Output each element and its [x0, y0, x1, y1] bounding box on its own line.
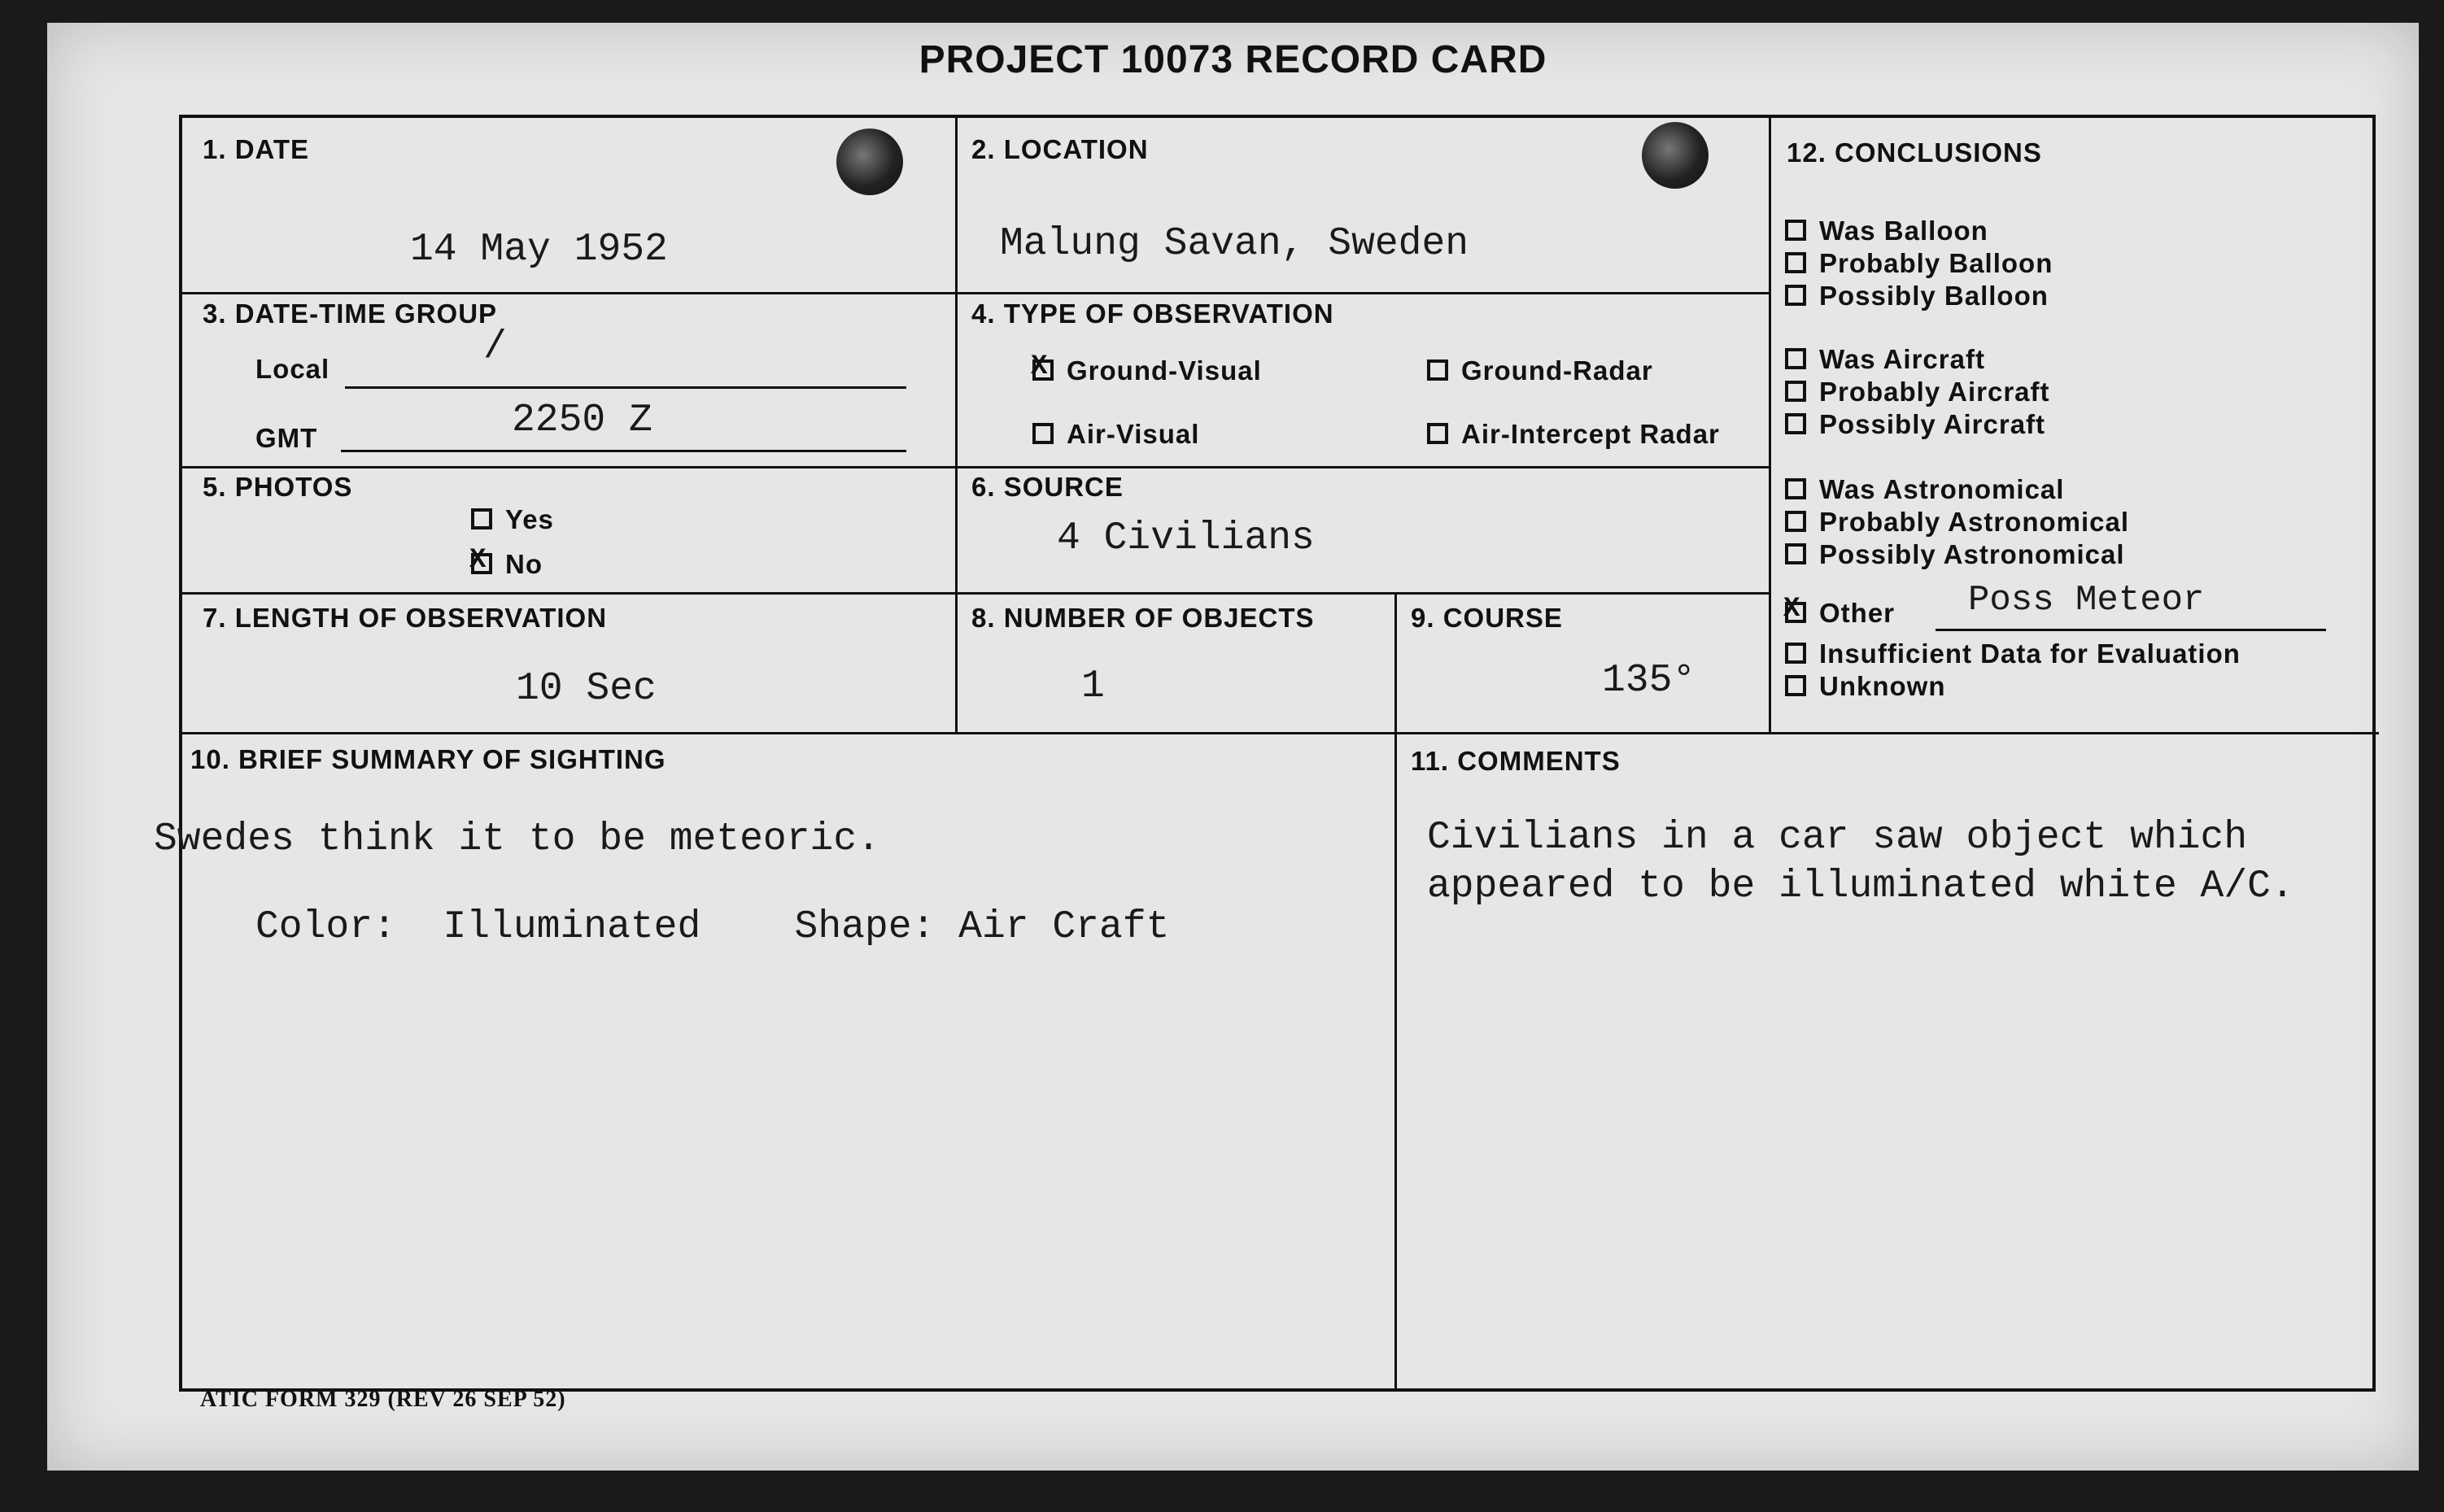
checkbox-icon [1785, 511, 1806, 532]
source-label: 6. SOURCE [971, 472, 1124, 502]
conclusion-possibly-astronomical: Possibly Astronomical [1785, 539, 2125, 570]
checkbox-icon [1032, 423, 1054, 444]
conclusion-other: XOther [1785, 598, 1895, 629]
checkbox-icon [1427, 359, 1448, 381]
checkbox-icon [1785, 543, 1806, 564]
date-label: 1. DATE [203, 134, 310, 164]
photos-yes: Yes [471, 504, 554, 535]
conclusion-probably-aircraft: Probably Aircraft [1785, 377, 2050, 407]
location-value: Malung Savan, Sweden [1000, 222, 1469, 266]
form-footer: ATIC FORM 329 (REV 26 SEP 52) [200, 1387, 566, 1412]
summary-line-1: Swedes think it to be meteoric. [154, 817, 880, 861]
date-value: 14 May 1952 [410, 228, 668, 272]
photos-label: 5. PHOTOS [203, 472, 353, 502]
obs-air-visual: Air-Visual [1032, 419, 1199, 450]
checkbox-icon [1785, 413, 1806, 434]
conclusion-was-astronomical: Was Astronomical [1785, 474, 2064, 505]
summary-line-2: Color: Illuminated Shape: Air Craft [255, 905, 1170, 949]
dtg-local-value: / [483, 325, 507, 369]
conclusion-probably-balloon: Probably Balloon [1785, 248, 2053, 279]
comments-label: 11. COMMENTS [1411, 746, 1621, 776]
obs-air-intercept-radar: Air-Intercept Radar [1427, 419, 1720, 450]
obs-ground-visual: XGround-Visual [1032, 355, 1262, 386]
summary-label: 10. BRIEF SUMMARY OF SIGHTING [190, 744, 666, 774]
course-label: 9. COURSE [1411, 603, 1563, 633]
dtg-local-label: Local [255, 354, 330, 384]
checkbox-checked-icon [1785, 602, 1806, 623]
conclusion-other-line [1936, 629, 2326, 631]
form-grid [154, 115, 2376, 1392]
checkbox-icon [1427, 423, 1448, 444]
record-card [47, 23, 2419, 1471]
conclusion-possibly-aircraft: Possibly Aircraft [1785, 409, 2045, 440]
observation-type-label: 4. TYPE OF OBSERVATION [971, 298, 1334, 329]
conclusion-was-aircraft: Was Aircraft [1785, 344, 1985, 375]
course-value: 135° [1602, 659, 1696, 703]
checkbox-checked-icon [1032, 359, 1054, 381]
num-objects-label: 8. NUMBER OF OBJECTS [971, 603, 1315, 633]
dtg-local-line [345, 386, 906, 389]
dtg-gmt-label: GMT [255, 423, 318, 453]
checkbox-icon [1785, 478, 1806, 499]
conclusion-insufficient-data: Insufficient Data for Evaluation [1785, 638, 2241, 669]
checkbox-icon [1785, 285, 1806, 306]
location-label: 2. LOCATION [971, 134, 1149, 164]
conclusion-was-balloon: Was Balloon [1785, 216, 1988, 246]
conclusion-possibly-balloon: Possibly Balloon [1785, 281, 2049, 312]
checkbox-checked-icon [471, 553, 492, 574]
obs-ground-radar: Ground-Radar [1427, 355, 1653, 386]
checkbox-icon [1785, 643, 1806, 664]
length-value: 10 Sec [516, 667, 657, 711]
dtg-gmt-line [341, 450, 906, 452]
comments-line-2: appeared to be illuminated white A/C. [1427, 865, 2294, 909]
conclusions-label: 12. CONCLUSIONS [1787, 137, 2042, 168]
checkbox-icon [1785, 348, 1806, 369]
length-label: 7. LENGTH OF OBSERVATION [203, 603, 608, 633]
checkbox-icon [471, 508, 492, 529]
source-value: 4 Civilians [1057, 516, 1315, 560]
dtg-label: 3. DATE-TIME GROUP [203, 298, 498, 329]
card-title: PROJECT 10073 RECORD CARD [919, 38, 1547, 81]
checkbox-icon [1785, 381, 1806, 402]
dtg-gmt-value: 2250 Z [512, 399, 652, 442]
comments-line-1: Civilians in a car saw object which [1427, 816, 2248, 860]
photos-no: XNo [471, 549, 543, 580]
conclusion-unknown: Unknown [1785, 671, 1945, 702]
checkbox-icon [1785, 675, 1806, 696]
conclusion-other-value: Poss Meteor [1968, 580, 2205, 621]
num-objects-value: 1 [1081, 664, 1105, 708]
checkbox-icon [1785, 220, 1806, 241]
conclusions-list [1785, 216, 2371, 720]
checkbox-icon [1785, 252, 1806, 273]
conclusion-probably-astronomical: Probably Astronomical [1785, 507, 2129, 538]
